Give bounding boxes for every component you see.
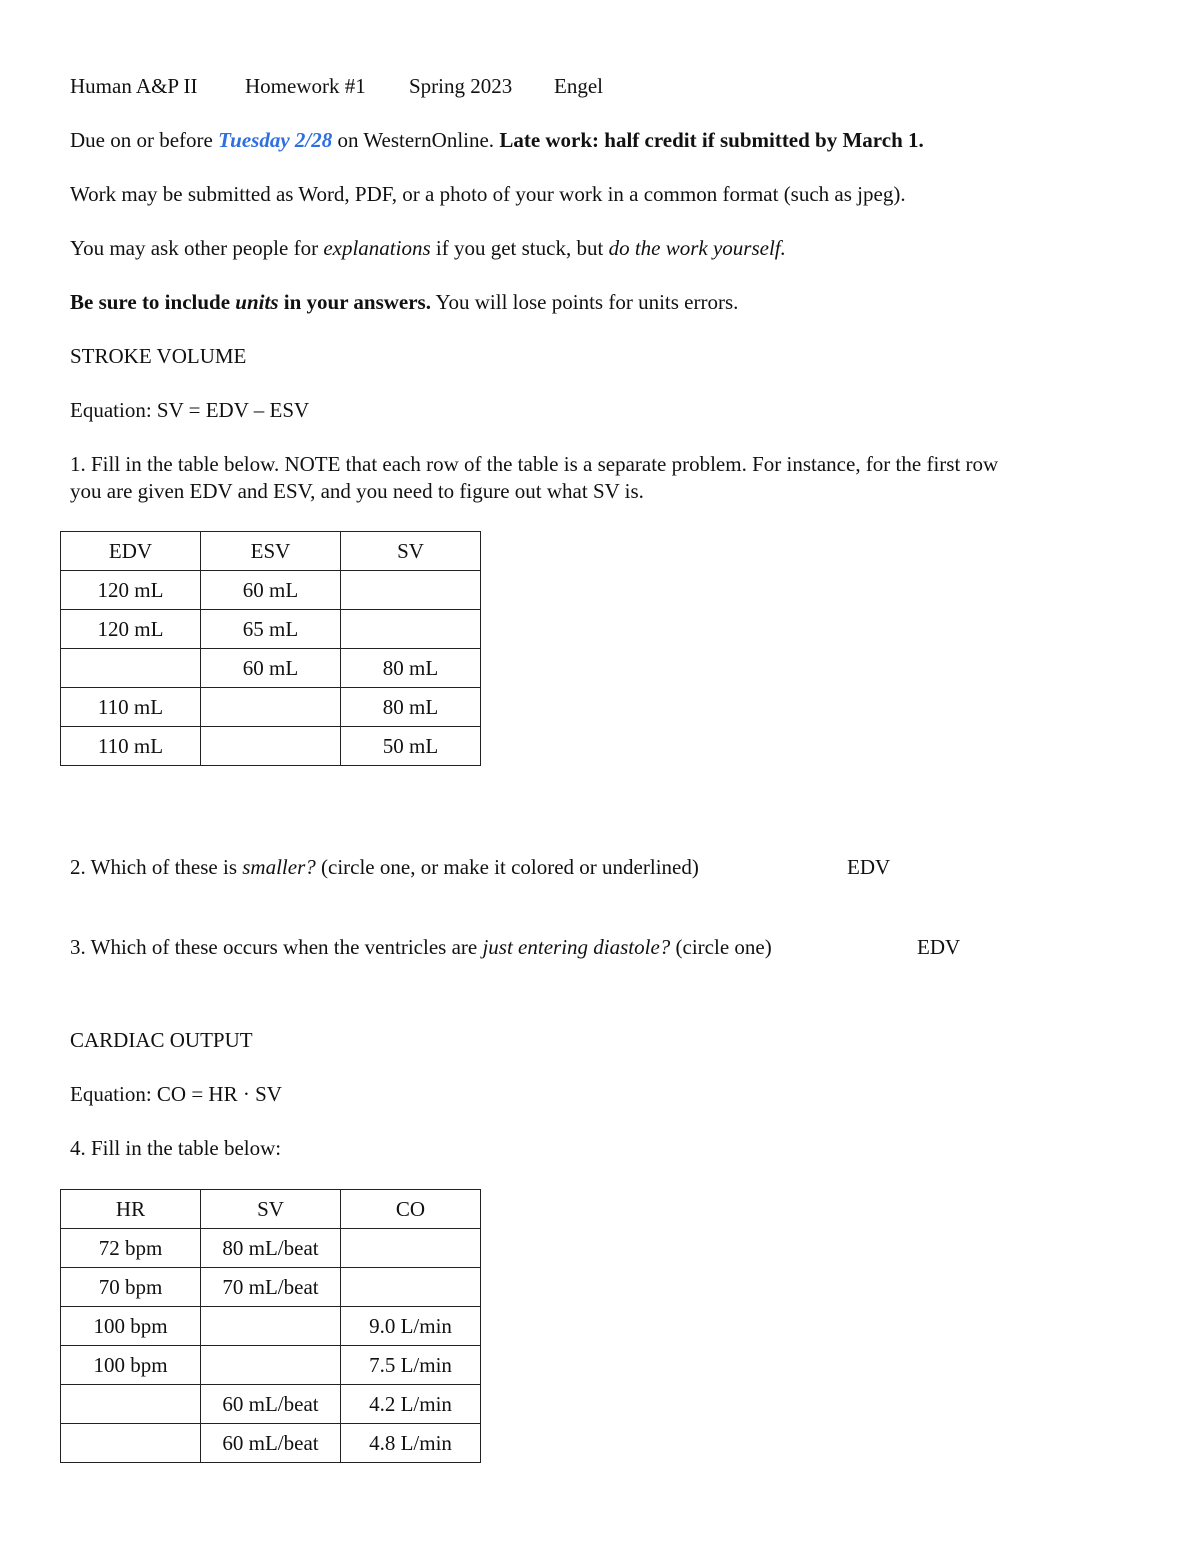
- table-cell: 4.2 L/min: [341, 1385, 481, 1424]
- table-cell-answer[interactable]: [341, 610, 481, 649]
- table-row: [61, 571, 481, 610]
- table-row: [61, 688, 481, 727]
- units-note-bold-c: in your answers.: [278, 290, 431, 314]
- question-2-emphasis: smaller?: [242, 855, 316, 879]
- question-2-text-c: (circle one, or make it colored or underlined): [315, 855, 699, 879]
- table-header-cell: SV: [201, 1190, 341, 1229]
- table-cell: 65 mL: [201, 610, 341, 649]
- table-cell: 9.0 L/min: [341, 1307, 481, 1346]
- help-note-emphasis-explanations: explanations: [323, 236, 431, 260]
- question-3-option-edv[interactable]: EDV: [917, 935, 961, 959]
- table-cell: 100 bpm: [61, 1346, 201, 1385]
- table-cell-answer[interactable]: [201, 1346, 341, 1385]
- due-prefix: Due on or before: [70, 128, 219, 152]
- equation-stroke-volume: Equation: SV = EDV – ESV: [70, 398, 310, 422]
- table-cell: 80 mL: [341, 688, 481, 727]
- due-date-line: [70, 127, 924, 154]
- question-1-line-1: 1. Fill in the table below. NOTE that each row of the table is a separate problem. For instance, for the first row: [70, 452, 999, 476]
- table-cell-answer[interactable]: [201, 1307, 341, 1346]
- table-header-cell: SV: [341, 532, 481, 571]
- help-note: [70, 235, 786, 262]
- table-row: [61, 1229, 481, 1268]
- table-cell: 80 mL/beat: [201, 1229, 341, 1268]
- table-row: [61, 1424, 481, 1463]
- table-cell: 70 mL/beat: [201, 1268, 341, 1307]
- equation-cardiac-output: Equation: CO = HR · SV: [70, 1082, 282, 1106]
- help-note-text-c: if you get stuck, but: [430, 236, 609, 260]
- table-cell: 60 mL/beat: [201, 1424, 341, 1463]
- table-cell: 60 mL: [201, 571, 341, 610]
- instructor-name: Engel: [554, 74, 603, 98]
- table-cell-answer[interactable]: [341, 1268, 481, 1307]
- table-cell-answer[interactable]: [341, 1229, 481, 1268]
- table-cell: 60 mL: [201, 649, 341, 688]
- stroke-volume-table: [60, 531, 481, 766]
- help-note-text-a: You may ask other people for: [70, 236, 324, 260]
- table-cell: 100 bpm: [61, 1307, 201, 1346]
- table-cell: 110 mL: [61, 688, 201, 727]
- table-row: [61, 1307, 481, 1346]
- term: Spring 2023: [409, 74, 513, 98]
- table-cell-answer[interactable]: [61, 1385, 201, 1424]
- table-header-row: [61, 532, 481, 571]
- table-cell: 50 mL: [341, 727, 481, 766]
- table-cell: 70 bpm: [61, 1268, 201, 1307]
- question-2-option-edv[interactable]: EDV: [847, 855, 891, 879]
- late-work-policy: Late work: half credit if submitted by March 1.: [499, 128, 924, 152]
- assignment-name: Homework #1: [245, 74, 366, 98]
- question-2-text-a: 2. Which of these is: [70, 855, 243, 879]
- section-title-cardiac-output: CARDIAC OUTPUT: [70, 1028, 253, 1052]
- table-cell: 80 mL: [341, 649, 481, 688]
- due-middle: on WesternOnline.: [332, 128, 500, 152]
- table-cell: 72 bpm: [61, 1229, 201, 1268]
- question-2: [70, 854, 699, 881]
- table-cell-answer[interactable]: [341, 571, 481, 610]
- table-row: [61, 1346, 481, 1385]
- course-name: Human A&P II: [70, 74, 198, 98]
- help-note-emphasis-work: do the work yourself.: [608, 236, 786, 260]
- table-header-cell: EDV: [61, 532, 201, 571]
- table-header-row: [61, 1190, 481, 1229]
- units-note: [70, 289, 738, 316]
- section-title-stroke-volume: STROKE VOLUME: [70, 344, 247, 368]
- table-cell: 120 mL: [61, 571, 201, 610]
- table-row: [61, 610, 481, 649]
- table-row: [61, 1268, 481, 1307]
- table-header-cell: CO: [341, 1190, 481, 1229]
- format-note: Work may be submitted as Word, PDF, or a photo of your work in a common format (such as jpeg).: [70, 182, 906, 206]
- cardiac-output-table: [60, 1189, 481, 1463]
- units-note-emphasis: units: [235, 290, 279, 314]
- question-3-emphasis: just entering diastole?: [482, 935, 671, 959]
- table-header-cell: HR: [61, 1190, 201, 1229]
- units-note-text-d: You will lose points for units errors.: [430, 290, 739, 314]
- due-date: Tuesday 2/28: [218, 128, 333, 152]
- units-note-bold-a: Be sure to include: [70, 290, 236, 314]
- table-cell: 7.5 L/min: [341, 1346, 481, 1385]
- question-3-text-a: 3. Which of these occurs when the ventricles are: [70, 935, 483, 959]
- question-3: [70, 934, 772, 961]
- table-row: [61, 1385, 481, 1424]
- document-header: [70, 73, 603, 100]
- table-cell: 4.8 L/min: [341, 1424, 481, 1463]
- question-1-line-2: you are given EDV and ESV, and you need to figure out what SV is.: [70, 479, 644, 503]
- question-4: 4. Fill in the table below:: [70, 1136, 282, 1160]
- question-3-text-c: (circle one): [670, 935, 772, 959]
- table-cell: 110 mL: [61, 727, 201, 766]
- table-row: [61, 649, 481, 688]
- table-row: [61, 727, 481, 766]
- table-cell: 60 mL/beat: [201, 1385, 341, 1424]
- table-header-cell: ESV: [201, 532, 341, 571]
- table-cell-answer[interactable]: [61, 649, 201, 688]
- table-cell-answer[interactable]: [201, 727, 341, 766]
- table-cell: 120 mL: [61, 610, 201, 649]
- table-cell-answer[interactable]: [201, 688, 341, 727]
- table-cell-answer[interactable]: [61, 1424, 201, 1463]
